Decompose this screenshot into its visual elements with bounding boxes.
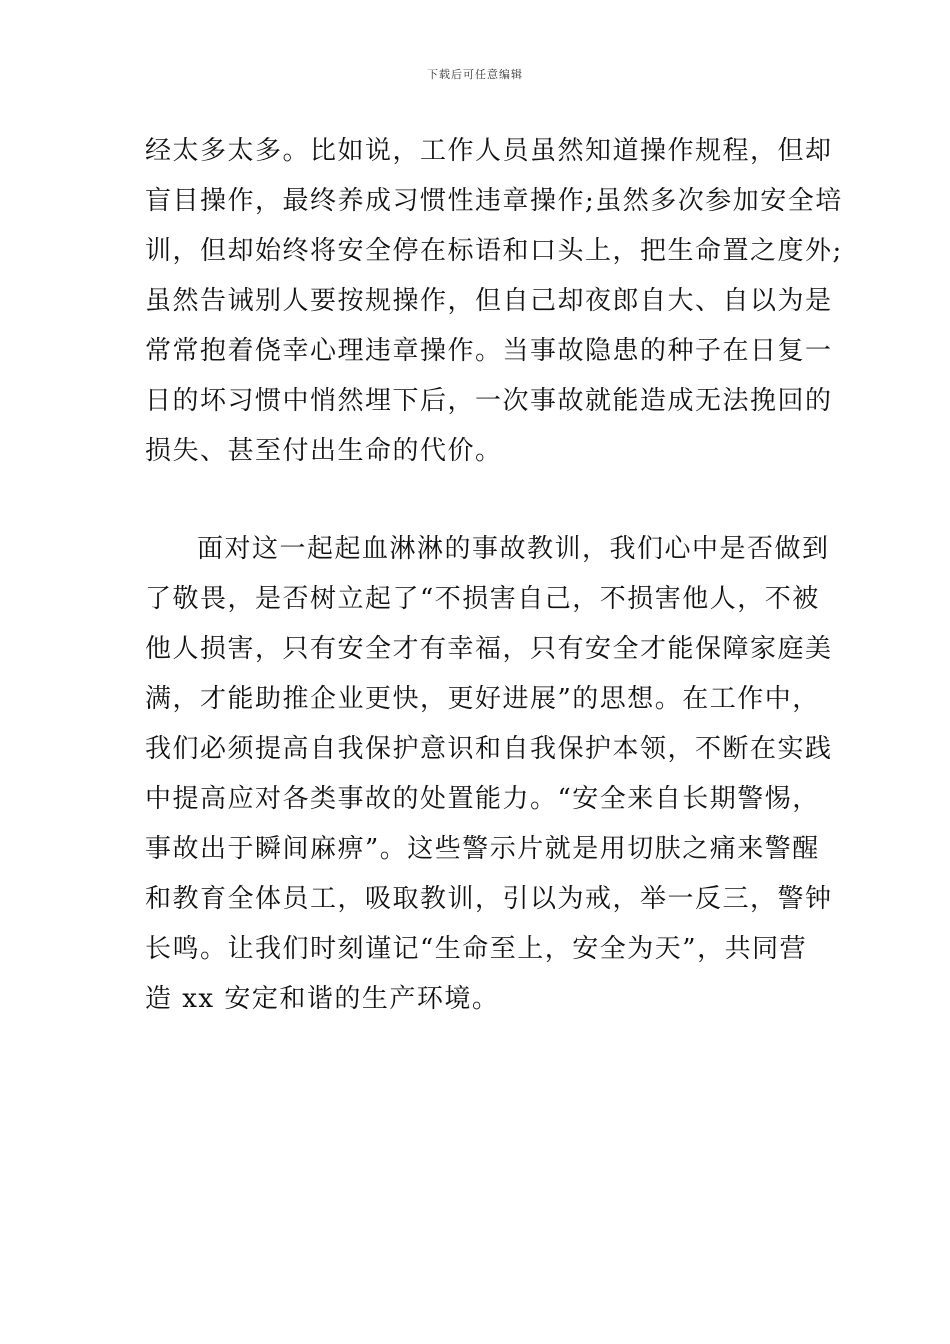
paragraph-line: 虽然告诫别人要按规操作，但自己却夜郎自大、自以为是	[145, 286, 833, 316]
paragraph-line: 常常抱着侥幸心理违章操作。当事故隐患的种子在日复一	[145, 336, 833, 366]
paragraph-line: 事故出于瞬间麻痹”。这些警示片就是用切肤之痛来警醒	[145, 834, 820, 864]
paragraph-2	[145, 524, 833, 1024]
paragraph-line: 损失、甚至付出生命的代价。	[145, 436, 503, 466]
paragraph-1	[145, 126, 843, 476]
paragraph-line: 和教育全体员工，吸取教训，引以为戒，举一反三，警钟	[145, 884, 833, 914]
paragraph-line: 中提高应对各类事故的处置能力。“安全来自长期警惕，	[145, 784, 820, 814]
paragraph-line: 经太多太多。比如说，工作人员虽然知道操作规程，但却	[145, 136, 833, 166]
paragraph-line: 面对这一起起血淋淋的事故教训，我们心中是否做到	[197, 534, 830, 564]
header-note: 下载后可任意编辑	[427, 68, 523, 81]
paragraph-line: 我们必须提高自我保护意识和自我保护本领，不断在实践	[145, 734, 833, 764]
paragraph-line: 满，才能助推企业更快，更好进展”的思想。在工作中，	[145, 684, 820, 714]
paragraph-line: 盲目操作，最终养成习惯性违章操作;虽然多次参加安全培	[145, 186, 843, 216]
paragraph-line: 日的坏习惯中悄然埋下后，一次事故就能造成无法挽回的	[145, 386, 833, 416]
paragraph-line: 造 xx 安定和谐的生产环境。	[145, 984, 500, 1014]
paragraph-line: 了敬畏，是否树立起了“不损害自己，不损害他人，不被	[145, 584, 820, 614]
paragraph-line: 他人损害，只有安全才有幸福，只有安全才能保障家庭美	[145, 634, 833, 664]
paragraph-line: 训，但却始终将安全停在标语和口头上，把生命置之度外;	[145, 236, 843, 266]
paragraph-line: 长鸣。让我们时刻谨记“生命至上，安全为天”，共同营	[145, 934, 808, 964]
